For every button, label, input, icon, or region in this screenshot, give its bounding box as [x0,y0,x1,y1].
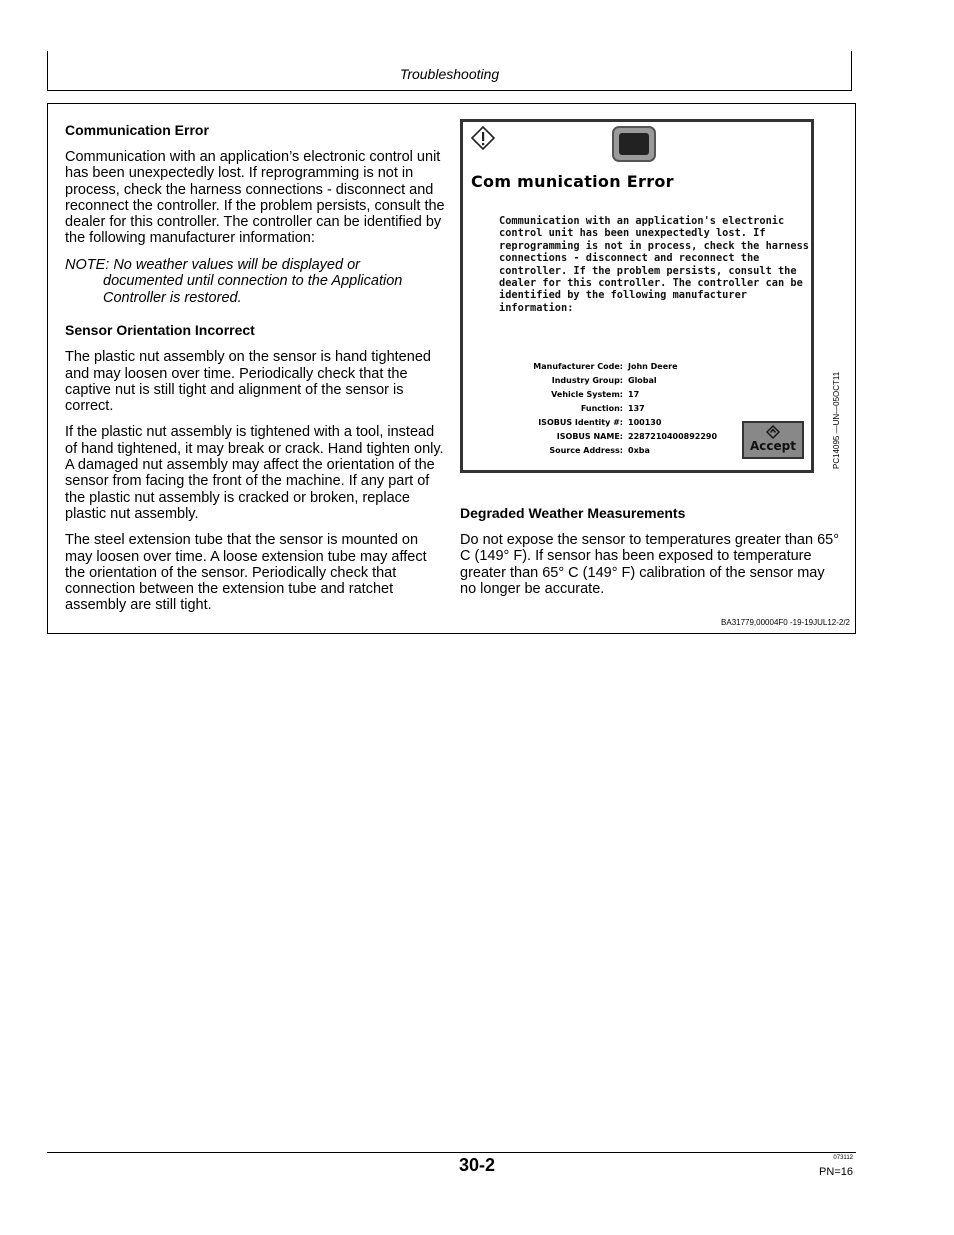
note-line-2: documented until connection to the Application [103,273,403,290]
right-column [460,504,840,607]
weather-note [65,257,445,307]
warning-icon [470,125,496,151]
note-line-1: NOTE: No weather values will be displayed or [65,256,360,273]
communication-error-body: Communication with an application’s electronic control unit has been unexpectedly lost. If reprogramming is not in process, check the harness connections - disconnect and reconnect the controller. If the problem persists, consult the dealer for this controller. The controller can be identified by the following manufacturer information: [65,149,445,247]
degraded-weather-body: Do not expose the sensor to temperatures greater than 65° C (149° F). If sensor has been exposed to temperature greater than 65° C (149° F) calibration of the sensor may no longer be accurate. [460,532,839,597]
footer-divider [47,1152,856,1153]
info-row: Source Address: 0xba [549,446,650,455]
error-screen-figure [460,119,814,473]
accept-label: Accept [750,439,796,453]
info-row: Vehicle System: 17 [551,390,640,399]
manufacturer-info [463,362,733,460]
info-row: Industry Group: Global [551,376,657,385]
header-title: Troubleshooting [399,66,500,82]
info-row: ISOBUS Identity #: 100130 [538,418,662,427]
info-row: ISOBUS NAME: 2287210400892290 [556,432,718,441]
info-row: Manufacturer Code: John Deere [533,362,678,371]
figure-code: PC14095 —UN—05OCT11 [832,371,841,469]
footer-pn: PN=16 [819,1166,853,1178]
page-header [47,51,852,91]
accept-button[interactable] [742,421,804,459]
accept-icon [766,425,780,439]
note-line-3: Controller is restored. [103,289,242,306]
info-row: Function: 137 [580,404,645,413]
monitor-icon [612,126,656,162]
degraded-weather-heading: Degraded Weather Measurements [460,505,686,521]
sensor-paragraph-2: If the plastic nut assembly is tightened with a tool, instead of hand tightened, it may break or crack. Hand tighten only. A damaged nut assembly may affect the orientation of the sensor from facing the front of the machine. If any part of the plastic nut assembly is cracked or broken, replace plastic nut assembly. [65,424,444,522]
sensor-orientation-heading: Sensor Orientation Incorrect [65,322,255,339]
sensor-paragraph-1: The plastic nut assembly on the sensor is hand tightened and may loosen over time. Periodically check that the captive nut is still tight and alignment of the sensor is correct. [65,349,431,415]
communication-error-heading: Communication Error [65,122,209,138]
figure-title: Com munication Error [471,172,674,191]
page-number: 30-2 [458,1155,496,1175]
footer-code: 073112 [833,1155,853,1161]
content-box [47,103,856,634]
left-column [65,121,445,624]
figure-message: Communication with an application's electronic control unit has been unexpectedly lost. If reprogramming is not in process, check the harness connections - disconnect and reconnect the controller. If the problem persists, consult the dealer for this controller. The controller can be identified by the following manufacturer information: [499,215,809,314]
document-reference: BA31779,00004F0 -19-19JUL12-2/2 [721,618,850,627]
sensor-paragraph-3: The steel extension tube that the sensor is mounted on may loosen over time. A loose extension tube may affect the orientation of the sensor. Periodically check that connection between the extension tube and ratchet assembly are still tight. [65,532,427,614]
